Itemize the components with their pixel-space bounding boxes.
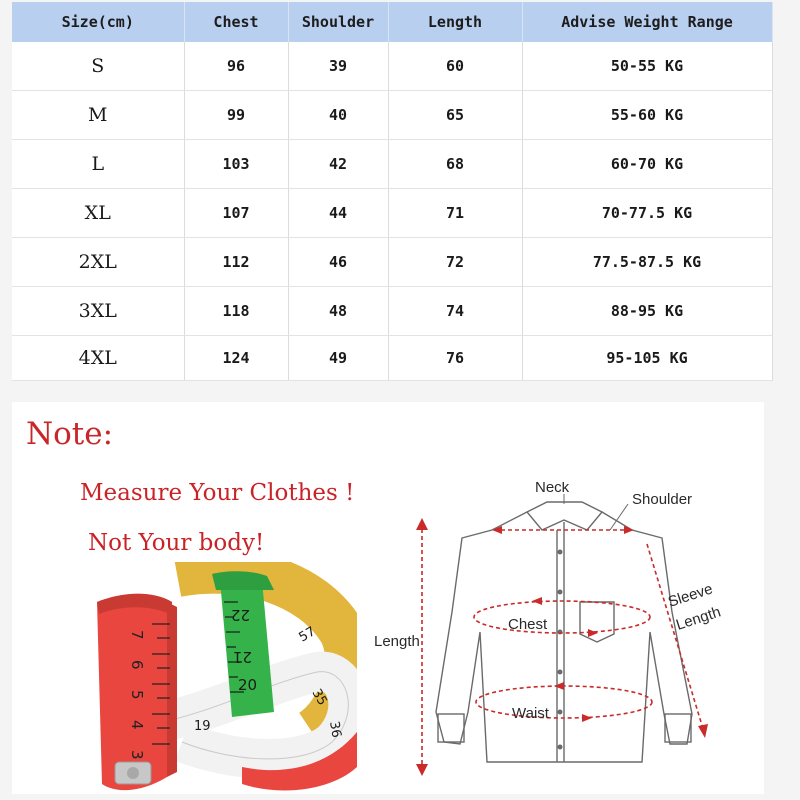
cell-shoulder: 40 bbox=[288, 91, 388, 140]
cell-size: XL bbox=[12, 189, 184, 238]
cell-size: 4XL bbox=[12, 336, 184, 381]
note-not-body: Not Your body! bbox=[88, 530, 265, 556]
label-length: Length bbox=[374, 633, 420, 650]
sleeve-arrow bbox=[647, 544, 704, 732]
cell-length: 76 bbox=[388, 336, 522, 381]
cell-weight-range: 88-95 KG bbox=[522, 287, 772, 336]
tape-mark-red-2: 5 bbox=[128, 690, 146, 700]
cell-size: M bbox=[12, 91, 184, 140]
shirt-measurement-diagram bbox=[352, 482, 752, 782]
label-shoulder: Shoulder bbox=[632, 491, 693, 508]
tape-mark-white-1: 35 bbox=[308, 686, 330, 709]
label-neck: Neck bbox=[535, 482, 570, 496]
cell-chest: 124 bbox=[184, 336, 288, 381]
cell-chest: 96 bbox=[184, 42, 288, 91]
cell-length: 71 bbox=[388, 189, 522, 238]
cell-size: 3XL bbox=[12, 287, 184, 336]
cell-chest: 107 bbox=[184, 189, 288, 238]
cell-chest: 103 bbox=[184, 140, 288, 189]
cell-shoulder: 48 bbox=[288, 287, 388, 336]
size-table bbox=[12, 2, 773, 381]
cell-size: S bbox=[12, 42, 184, 91]
chest-arrow bbox=[474, 601, 650, 633]
table-row bbox=[12, 189, 772, 238]
header-weight-range: Advise Weight Range bbox=[522, 2, 772, 42]
note-panel bbox=[12, 402, 764, 794]
cell-chest: 118 bbox=[184, 287, 288, 336]
tape-mark-white-0: 19 bbox=[194, 719, 211, 734]
tape-mark-red-4: 3 bbox=[128, 750, 146, 760]
table-header-row bbox=[12, 2, 772, 42]
tape-mark-green-1: 21 bbox=[232, 648, 252, 666]
table-row bbox=[12, 287, 772, 336]
label-waist: Waist bbox=[512, 705, 549, 722]
table-row bbox=[12, 91, 772, 140]
cell-shoulder: 42 bbox=[288, 140, 388, 189]
note-measure-clothes: Measure Your Clothes ! bbox=[80, 480, 355, 506]
cell-shoulder: 39 bbox=[288, 42, 388, 91]
table-body bbox=[12, 42, 772, 381]
cell-size: 2XL bbox=[12, 238, 184, 287]
shirt-pocket bbox=[580, 602, 614, 642]
cell-weight-range: 50-55 KG bbox=[522, 42, 772, 91]
cell-length: 60 bbox=[388, 42, 522, 91]
table-row bbox=[12, 140, 772, 189]
header-shoulder: Shoulder bbox=[288, 2, 388, 42]
tape-mark-red-3: 4 bbox=[128, 720, 146, 730]
label-sleeve: Sleeve bbox=[665, 580, 715, 611]
header-size: Size(cm) bbox=[12, 2, 184, 42]
cell-length: 68 bbox=[388, 140, 522, 189]
cell-length: 74 bbox=[388, 287, 522, 336]
cell-weight-range: 70-77.5 KG bbox=[522, 189, 772, 238]
note-title: Note: bbox=[26, 416, 114, 452]
tape-mark-red-0: 7 bbox=[128, 630, 146, 640]
header-chest: Chest bbox=[184, 2, 288, 42]
cell-chest: 112 bbox=[184, 238, 288, 287]
cell-shoulder: 44 bbox=[288, 189, 388, 238]
cell-length: 65 bbox=[388, 91, 522, 140]
cell-weight-range: 60-70 KG bbox=[522, 140, 772, 189]
cell-length: 72 bbox=[388, 238, 522, 287]
tape-mark-white-2: 36 bbox=[326, 720, 344, 739]
table-row bbox=[12, 42, 772, 91]
tape-mark-green-0: 22 bbox=[230, 606, 250, 624]
table-row bbox=[12, 238, 772, 287]
cell-weight-range: 95-105 KG bbox=[522, 336, 772, 381]
cell-shoulder: 49 bbox=[288, 336, 388, 381]
cell-weight-range: 77.5-87.5 KG bbox=[522, 238, 772, 287]
label-sleeve-length: Length bbox=[673, 603, 723, 634]
cell-weight-range: 55-60 KG bbox=[522, 91, 772, 140]
tape-mark-yellow-0: 57 bbox=[296, 624, 319, 646]
cell-chest: 99 bbox=[184, 91, 288, 140]
label-chest: Chest bbox=[508, 616, 548, 633]
cell-shoulder: 46 bbox=[288, 238, 388, 287]
tape-mark-green-2: 20 bbox=[238, 676, 258, 694]
cell-size: L bbox=[12, 140, 184, 189]
table-row bbox=[12, 336, 772, 381]
tape-mark-red-1: 6 bbox=[128, 660, 146, 670]
header-length: Length bbox=[388, 2, 522, 42]
measuring-tape-illustration bbox=[12, 562, 357, 794]
